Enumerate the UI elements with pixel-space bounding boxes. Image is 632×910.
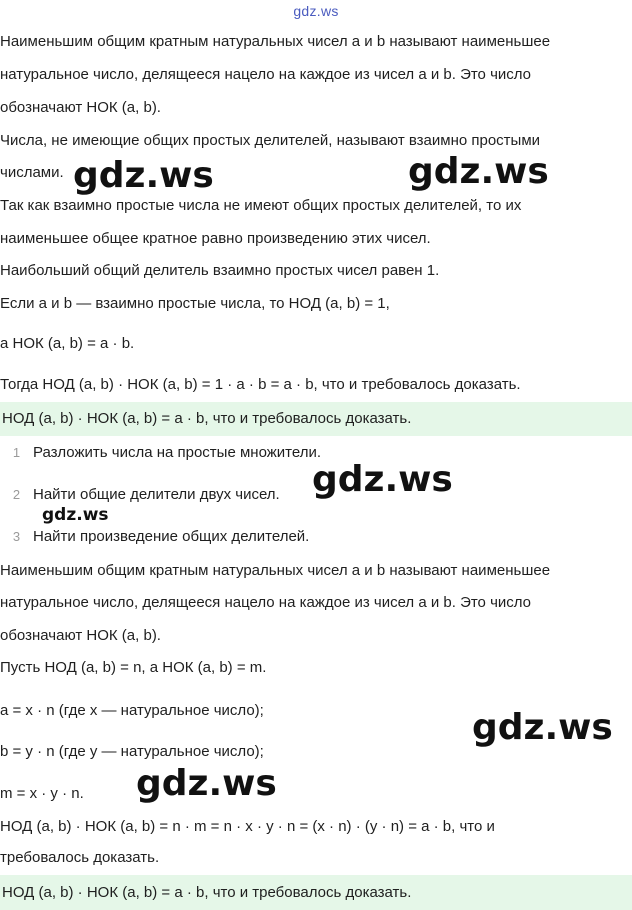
text-line: Если a и b — взаимно простые числа, то НОД (a, b) = 1, [0, 295, 390, 312]
step-text: Разложить числа на простые множители. [33, 444, 321, 461]
watermark: gdz.ws [73, 155, 214, 196]
text-line: Пусть НОД (a, b) = n, а НОК (a, b) = m. [0, 659, 267, 676]
text-line: требовалось доказать. [0, 849, 160, 866]
text-line: обозначают НОК (a, b). [0, 627, 161, 644]
text-line: b = y · n (где y — натуральное число); [0, 743, 264, 760]
text-line: Тогда НОД (a, b) · НОК (a, b) = 1 · a · b = a · b, что и требовалось доказать. [0, 376, 521, 393]
text-line: Наименьшим общим кратным натуральных чисел a и b называют наименьшее [0, 33, 551, 50]
watermark: gdz.ws [136, 763, 277, 804]
step-number: 3 [12, 529, 21, 544]
conclusion-highlight [0, 402, 632, 436]
step-text: Найти произведение общих делителей. [33, 528, 310, 545]
step-item [0, 526, 309, 548]
text-line: обозначают НОК (a, b). [0, 99, 161, 116]
text-line: m = x · y · n. [0, 785, 84, 802]
step-item [0, 442, 321, 464]
watermark: gdz.ws [42, 505, 109, 525]
watermark: gdz.ws [312, 459, 453, 500]
conclusion-highlight [0, 875, 632, 910]
text-line: а НОК (a, b) = a · b. [0, 335, 135, 352]
watermark: gdz.ws [408, 151, 549, 192]
site-watermark-header: gdz.ws [293, 3, 339, 19]
text-line: Так как взаимно простые числа не имеют общих простых делителей, то их [0, 197, 522, 214]
step-number: 1 [12, 445, 21, 460]
conclusion-text: НОД (a, b) · НОК (a, b) = a · b, что и требовалось доказать. [2, 410, 412, 427]
text-line: Наибольший общий делитель взаимно простых чисел равен 1. [0, 262, 440, 279]
text-line: числами. [0, 164, 64, 181]
text-line: наименьшее общее кратное равно произведению этих чисел. [0, 230, 431, 247]
text-line: НОД (a, b) · НОК (a, b) = n · m = n · x · y · n = (x · n) · (y · n) = a · b, что и [0, 818, 495, 835]
text-line: Наименьшим общим кратным натуральных чисел a и b называют наименьшее [0, 562, 551, 579]
text-line: a = x · n (где x — натуральное число); [0, 702, 264, 719]
conclusion-text: НОД (a, b) · НОК (a, b) = a · b, что и требовалось доказать. [2, 884, 412, 901]
step-text: Найти общие делители двух чисел. [33, 486, 280, 503]
text-line: натуральное число, делящееся нацело на каждое из чисел a и b. Это число [0, 594, 532, 611]
step-number: 2 [12, 487, 21, 502]
text-line: Числа, не имеющие общих простых делителей, называют взаимно простыми [0, 132, 541, 149]
text-line: натуральное число, делящееся нацело на каждое из чисел a и b. Это число [0, 66, 532, 83]
watermark: gdz.ws [472, 707, 613, 748]
step-item [0, 484, 280, 506]
